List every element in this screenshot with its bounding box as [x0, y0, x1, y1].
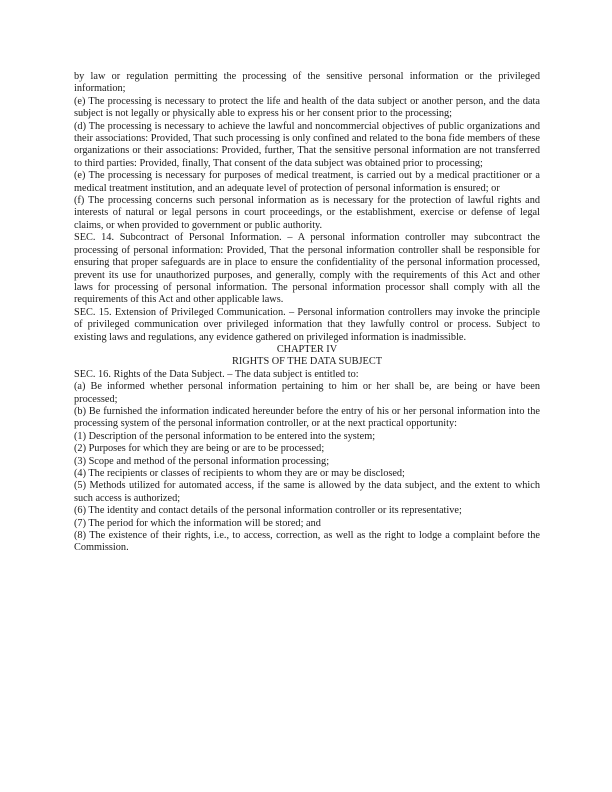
list-item-3: (3) Scope and method of the personal information processing;	[74, 455, 330, 467]
list-item-4: (4) The recipients or classes of recipients to whom they are or may be disclosed;	[74, 468, 405, 479]
section-15-privileged-communication: SEC. 15. Extension of Privileged Communication. – Personal information controllers may invoke the principle of privileged communication over privileged information that they lawfully control or process. Subject to existing laws and regulations, any evidence gathered on privileged information is inadmissible.	[74, 306, 540, 343]
section-14-subcontract: SEC. 14. Subcontract of Personal Information. – A personal information controller may subcontract the processing of personal information: Provided, That the personal information controller shall be responsible for ensuring that proper safeguards are in place to ensure the confidentiality of the personal information processed, prevent its use for unauthorized purposes, and generally, comply with the requirements of this Act and other laws for processing of personal information. The personal information processor shall comply with all the requirements of this Act and other applicable laws.	[74, 232, 540, 306]
list-item-7: (7) The period for which the information will be stored; and	[74, 517, 321, 529]
right-b-be-furnished: (b) Be furnished the information indicated hereunder before the entry of his or her personal information into the processing system of the personal information controller, or at the next practical opportunity:	[74, 405, 540, 430]
list-item-5: (5) Methods utilized for automated access, if the same is allowed by the data subject, and the extent to which such access is authorized;	[74, 480, 540, 504]
list-item-8: (8) The existence of their rights, i.e., to access, correction, as well as the right to lodge a complaint before the Commission.	[74, 530, 540, 554]
paragraph-protect-life: (e) The processing is necessary to protect the life and health of the data subject or another person, and the data subject is not legally or physically able to express his or her consent prior to the processing;	[74, 95, 540, 120]
paragraph-court-proceedings: (f) The processing concerns such personal information as is necessary for the protection of lawful rights and interests of natural or legal persons in court proceedings, or the establishment, exercise or defense of legal claims, or when provided to government or public authority.	[74, 195, 540, 231]
chapter-heading: CHAPTER IV	[276, 343, 338, 355]
list-item-2: (2) Purposes for which they are being or are to be processed;	[74, 443, 325, 455]
list-item-6: (6) The identity and contact details of the personal information controller or its representative;	[74, 505, 462, 517]
paragraph-medical-treatment: (e) The processing is necessary for purposes of medical treatment, is carried out by a medical practitioner or a medical treatment institution, and an adequate level of protection of personal information is ensured; or	[74, 170, 540, 194]
list-item-1: (1) Description of the personal information to be entered into the system;	[74, 430, 376, 442]
document-page	[74, 71, 540, 555]
right-a-be-informed: (a) Be informed whether personal information pertaining to him or her shall be, are being or have been processed;	[74, 381, 540, 405]
section-16-rights-intro: SEC. 16. Rights of the Data Subject. – The data subject is entitled to:	[74, 368, 359, 380]
chapter-title: RIGHTS OF THE DATA SUBJECT	[231, 356, 383, 368]
paragraph-noncommercial-objectives: (d) The processing is necessary to achieve the lawful and noncommercial objectives of public organizations and their associations: Provided, That such processing is only confined and related to the bona fide members of these organizations or their associations: Provided, further, That the sensitive personal information are not transferred to third parties: Provided, finally, That consent of the data subject was obtained prior to processing;	[74, 120, 540, 169]
paragraph-sensitive-info-law: by law or regulation permitting the processing of the sensitive personal information or the privileged information;	[74, 71, 540, 95]
